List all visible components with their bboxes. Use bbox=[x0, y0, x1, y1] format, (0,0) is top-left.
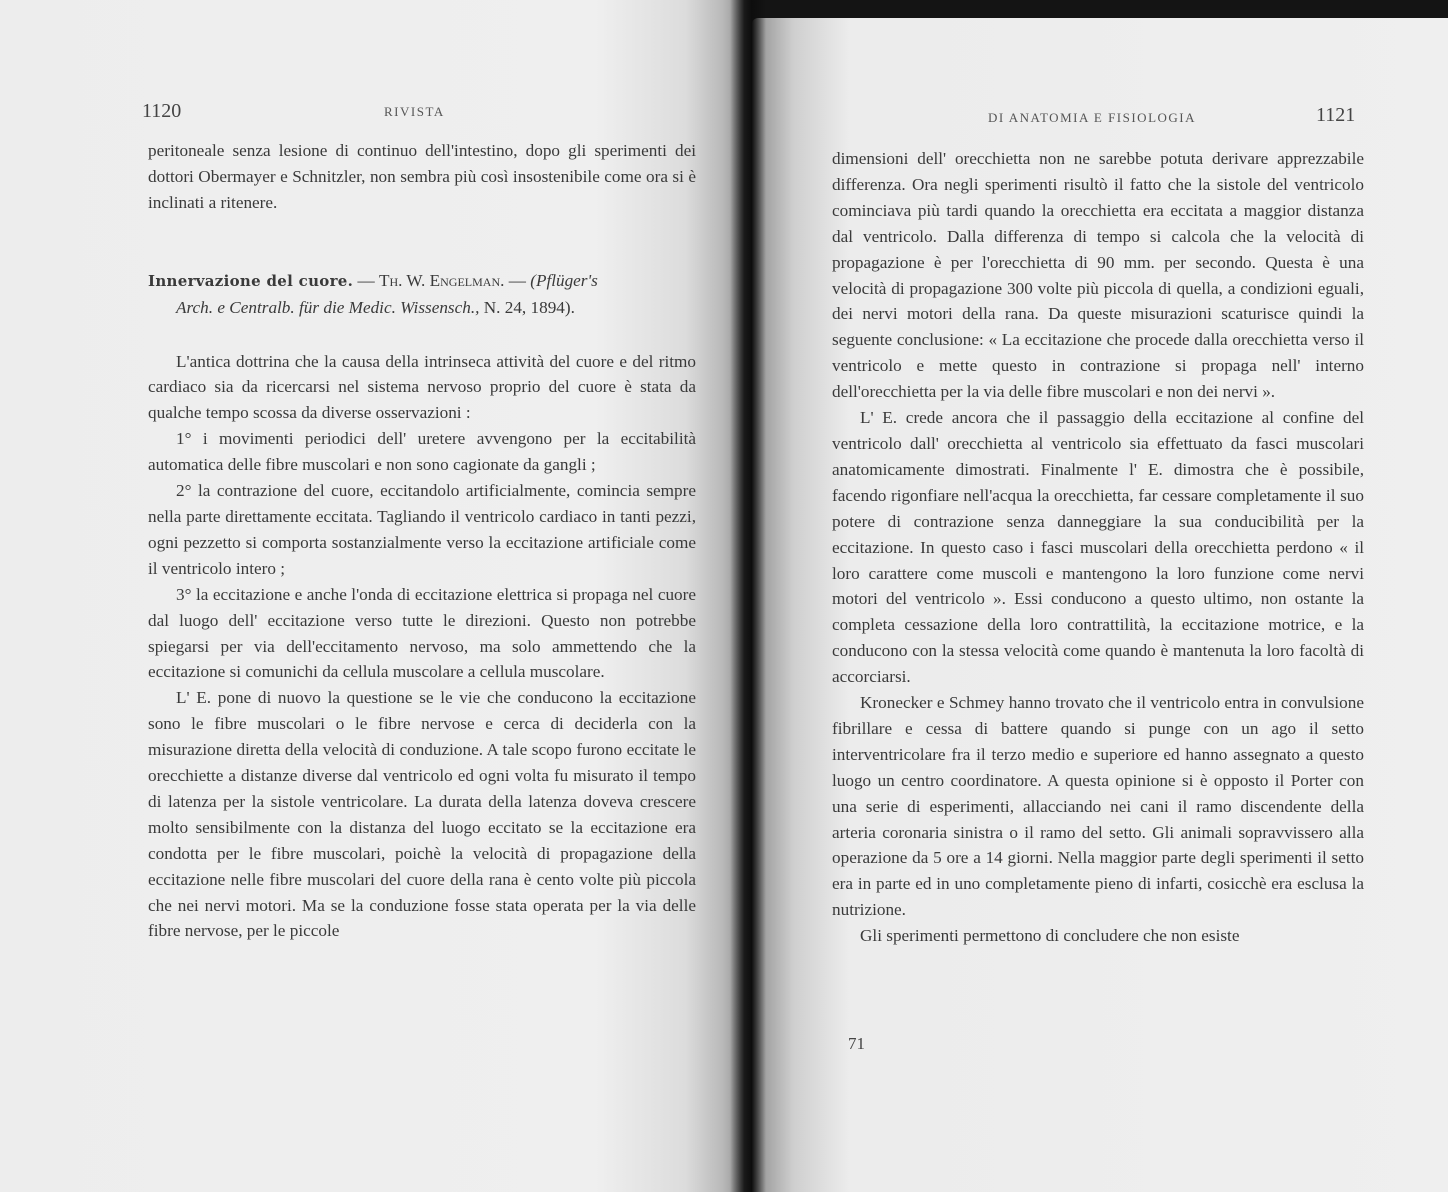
article-author: Th. W. Engelman. bbox=[378, 270, 505, 290]
heading-dash: — bbox=[353, 270, 379, 290]
carry-over-paragraph: peritoneale senza lesione di continuo dell'intestino, dopo gli sperimenti dei dottori Obermayer e Schnitzler, non sembra più così insostenibile come ora si è inclinati a ritenere. bbox=[148, 141, 696, 212]
body-paragraph: 3° la eccitazione e anche l'onda di eccitazione elettrica si propaga nel cuore dal luogo dell' eccitazione verso tutte le direzioni. Questo non potrebbe spiegarsi per via dell'eccitamento nervoso, ma solo ammettendo che la eccitazione si comunichi da cellula muscolare a cellula muscolare. bbox=[148, 584, 696, 682]
body-paragraph: Kronecker e Schmey hanno trovato che il ventricolo entra in convulsione fibrillare e cessa di battere quando si punge con un ago il setto interventricolare fra il terzo medio e superiore ed hanno assegnato a questo luogo un centro coordinatore. A questa opinione si è opposto il Porter con una serie di esperimenti, allacciando nei cani il ramo discendente della arteria coronaria sinistra o il ramo del setto. Gli animali sopravvissero alla operazione da 5 ore a 14 giorni. Nella maggior parte degli sperimenti il setto era in parte ed in uno completamente pieno di infarti, cosicchè era esclusa la nutrizione. bbox=[832, 693, 1364, 920]
heading-dash: — bbox=[504, 270, 531, 290]
signature-mark: 71 bbox=[848, 1034, 865, 1053]
article-source-journal: Arch. e Centralb. für die Medic. Wissensch., bbox=[176, 297, 480, 317]
book-gutter bbox=[730, 0, 766, 1192]
running-head: RIVISTA bbox=[384, 104, 445, 119]
article-heading bbox=[148, 268, 696, 295]
left-text-column bbox=[148, 138, 696, 944]
body-paragraph: L' E. crede ancora che il passaggio della eccitazione al confine del ventricolo dall' orecchietta al ventricolo sia effettuato da fasci muscolari anatomicamente dimostrati. Finalmente l' E. dimostra che è possibile, facendo rigonfiare nell'acqua la orecchietta, far cessare completamente il suo potere di contrazione senza danneggiare la sua conducibilità per la eccitazione. In questo caso i fasci muscolari della orecchietta perdono « il loro carattere come muscoli e mantengono la loro funzione come nervi motori del ventricolo ». Essi conducono a questo ultimo, non ostante la completa cessazione della loro contrattilità, la eccitazione motrice, e la conducono con la stessa velocità come quando è mantenuta la loro facoltà di accorciarsi. bbox=[832, 408, 1364, 687]
page-number: 1120 bbox=[142, 100, 182, 122]
right-text-column bbox=[832, 146, 1364, 949]
right-page bbox=[752, 18, 1448, 1192]
body-paragraph: L'antica dottrina che la causa della intrinseca attività del cuore e del ritmo cardiaco sia da ricercarsi nel sistema nervoso proprio del cuore è stata da qualche tempo scossa da diverse osservazioni : bbox=[148, 351, 696, 423]
article-title: Innervazione del cuore. bbox=[148, 271, 354, 290]
body-paragraph: 2° la contrazione del cuore, eccitandolo artificialmente, comincia sempre nella parte direttamente eccitata. Tagliando il ventricolo cardiaco in tanti pezzi, ogni pezzetto si comporta sostanzialmente verso la eccitazione artificiale come il ventricolo intero ; bbox=[148, 481, 696, 578]
page-number: 1121 bbox=[1316, 104, 1356, 126]
body-paragraph: 1° i movimenti periodici dell' uretere avvengono per la eccitabilità automatica delle fibre muscolari e non sono cagionate da gangli ; bbox=[148, 429, 696, 475]
running-head: DI ANATOMIA E FISIOLOGIA bbox=[988, 110, 1197, 125]
body-paragraph: Gli sperimenti permettono di concludere che non esiste bbox=[860, 926, 1240, 946]
article-source-issue: N. 24, 1894). bbox=[479, 297, 575, 317]
body-paragraph: L' E. pone di nuovo la questione se le vie che conducono la eccitazione sono le fibre muscolari o le fibre nervose e cerca di deciderla con la misurazione diretta della velocità di conduzione. A tale scopo furono eccitate le orecchiette a distanze diverse dal ventricolo ed ogni volta fu misurato il tempo di latenza per la sistole ventricolare. La durata della latenza doveva crescere molto sensibilmente con la distanza del luogo eccitato se la eccitazione era condotta per le fibre muscolari, poichè la velocità di propagazione della eccitazione nelle fibre muscolari del cuore della rana è cento volte più piccola che nei nervi motori. Ma se la conduzione fosse stata operata per la via delle fibre nervose, per le piccole bbox=[148, 688, 696, 941]
body-paragraph: dimensioni dell' orecchietta non ne sarebbe potuta derivare apprezzabile differenza. Ora negli sperimenti risultò il fatto che la sistole del ventricolo cominciava più tardi quando la orecchietta era eccitata a maggior distanza dal ventricolo. Dalla differenza di tempo si calcola che la velocità di propagazione è per l'orecchietta di 90 mm. per secondo. Questa è una velocità di propagazione 300 volte più piccola di quella, a condizioni eguali, dei nervi motori della rana. Da queste misurazioni scaturisce quindi la seguente conclusione: « La eccitazione che procede dalla orecchietta verso il ventricolo e mette questo in contrazione si propaga nell' interno dell'orecchietta per la via delle fibre muscolari e non dei nervi ». bbox=[832, 149, 1364, 402]
article-source-line bbox=[148, 295, 696, 321]
article-source: (Pflüger's bbox=[530, 270, 598, 290]
